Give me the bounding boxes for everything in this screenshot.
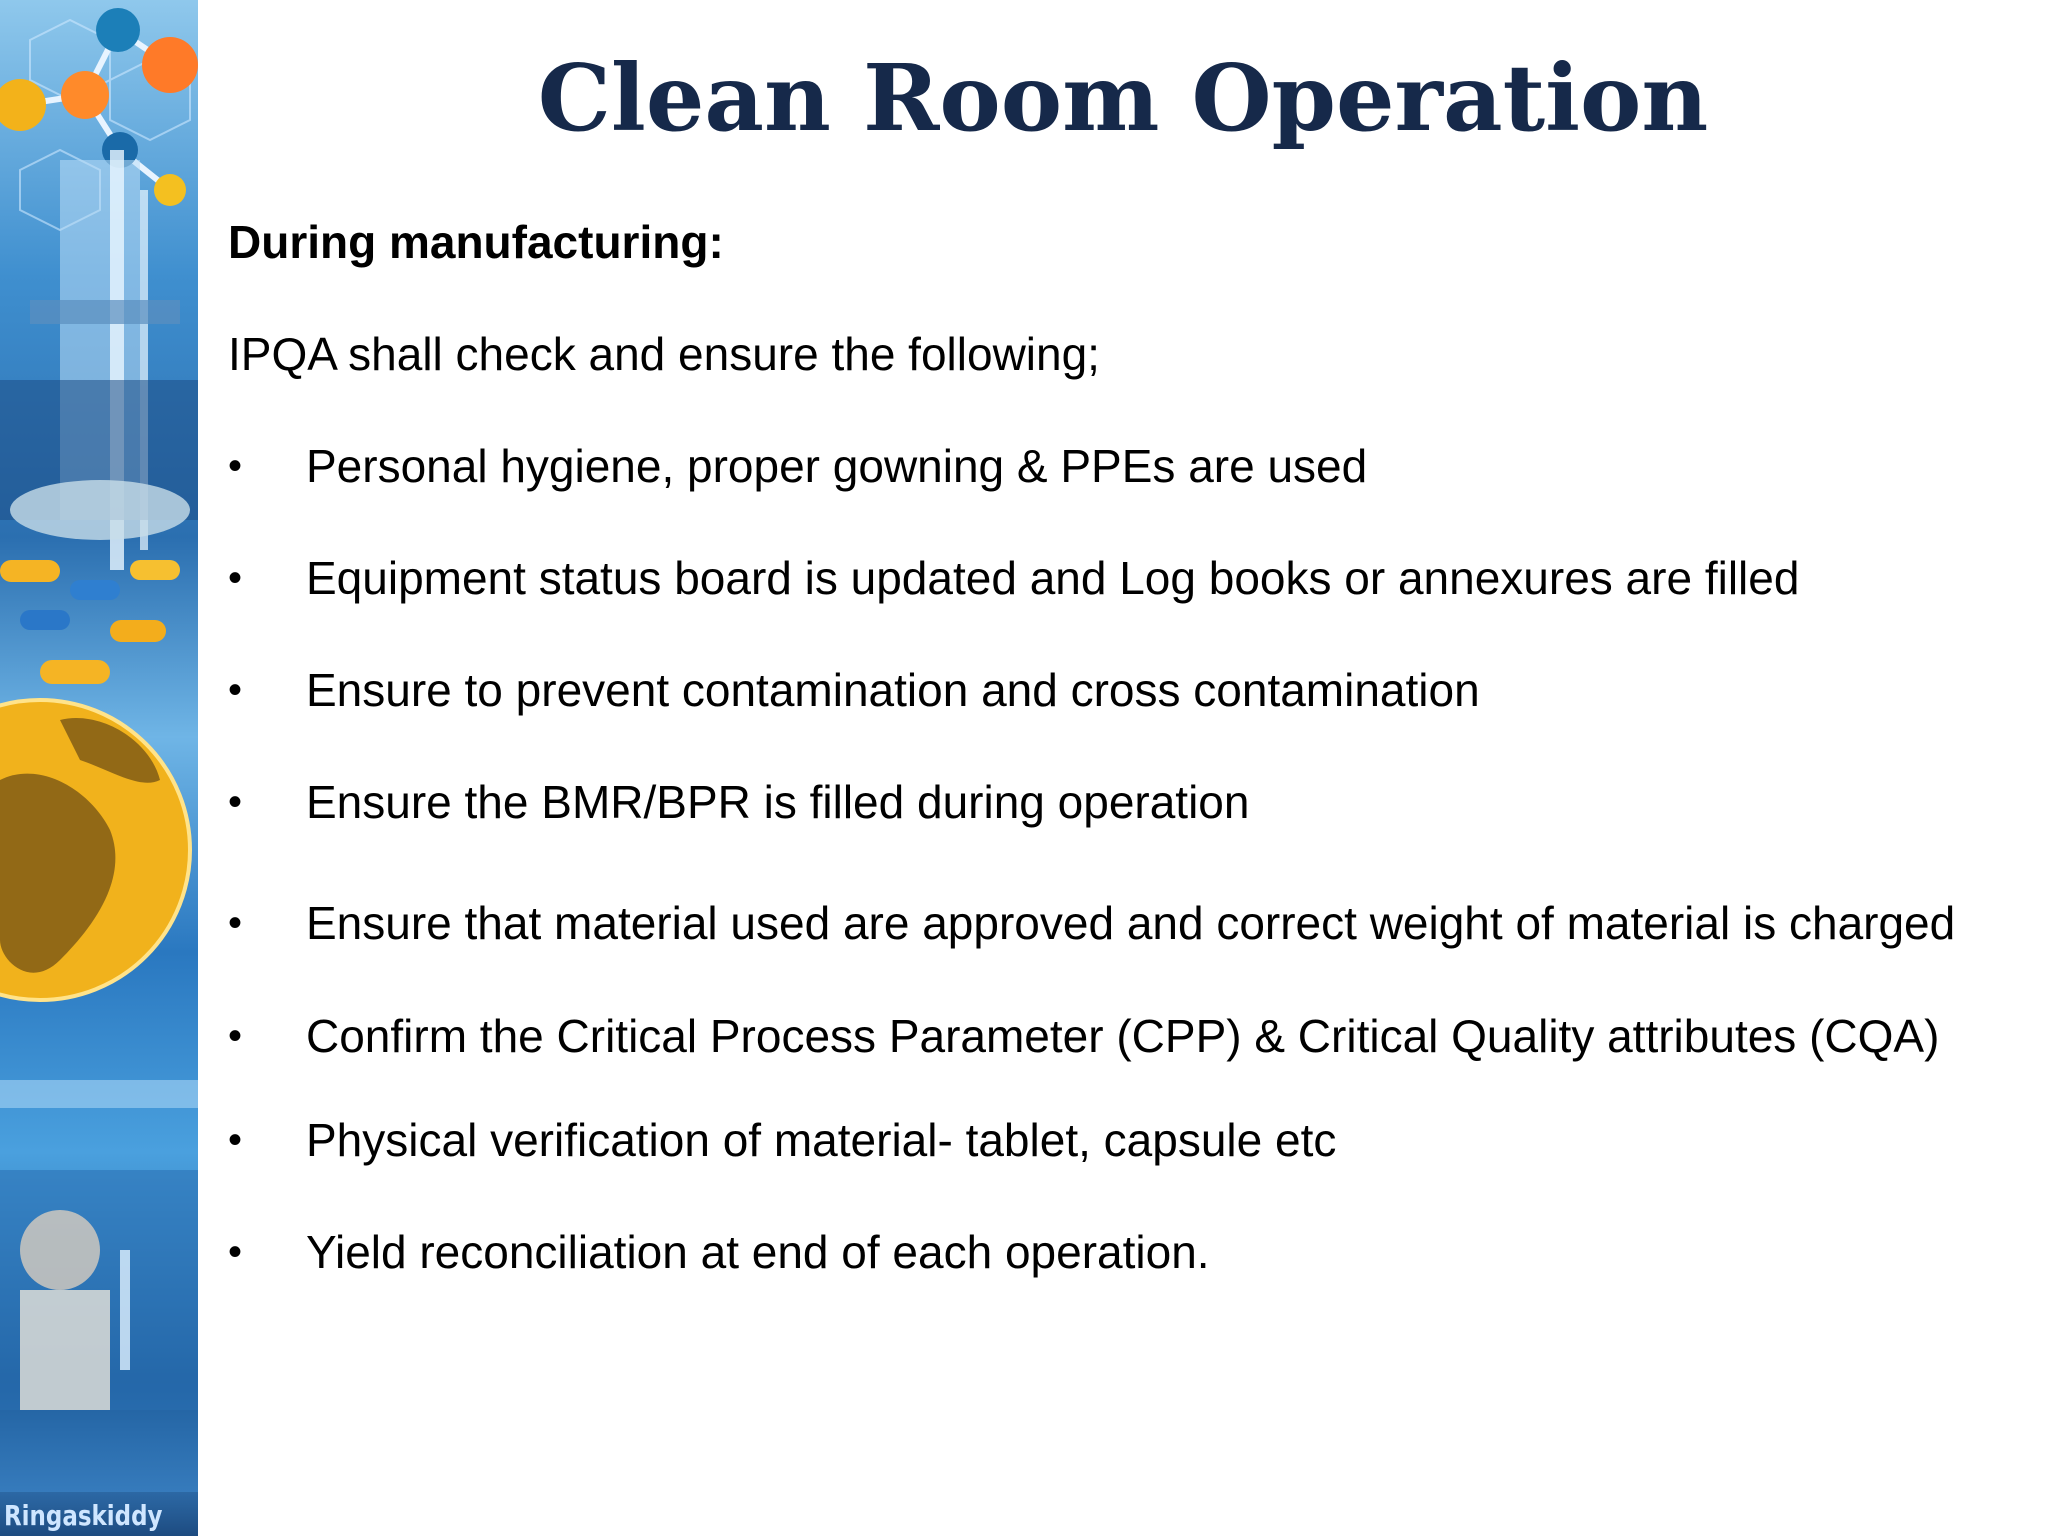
molecule-illustration-icon (0, 0, 198, 1536)
bullet-icon: • (228, 1118, 243, 1162)
list-item-text: Personal hygiene, proper gowning & PPEs are used (306, 440, 1368, 492)
bullet-icon: • (228, 1230, 243, 1274)
list-item (228, 436, 1988, 496)
list-item (228, 660, 1988, 720)
side-decoration (0, 0, 198, 1536)
list-item (228, 884, 1988, 963)
list-item (228, 1222, 1988, 1282)
section-subheading: During manufacturing: (228, 216, 724, 268)
bullet-list (228, 436, 1988, 1282)
bullet-icon: • (228, 780, 243, 824)
list-item-text: Ensure the BMR/BPR is filled during operation (306, 776, 1250, 828)
bullet-icon: • (228, 668, 243, 712)
list-item-text: Yield reconciliation at end of each operation. (306, 1226, 1210, 1278)
bullet-icon: • (228, 1014, 243, 1058)
intro-text: IPQA shall check and ensure the following; (228, 328, 1100, 380)
bullet-icon: • (228, 444, 243, 488)
brand-strip (0, 1492, 198, 1536)
bullet-icon: • (228, 901, 243, 945)
list-item-text: Confirm the Critical Process Parameter (CPP) & Critical Quality attributes (CQA) (306, 1010, 1940, 1062)
list-item (228, 1110, 1988, 1170)
list-item (228, 548, 1988, 608)
list-item-text: Equipment status board is updated and Log books or annexures are filled (306, 552, 1800, 604)
slide-title: Clean Room Operation (537, 44, 1709, 152)
list-item (228, 997, 1988, 1076)
brand-label: Ringaskiddy (4, 1499, 163, 1532)
list-item-text: Physical verification of material- tablet, capsule etc (306, 1114, 1337, 1166)
list-item-text: Ensure to prevent contamination and cross contamination (306, 664, 1480, 716)
bullet-icon: • (228, 556, 243, 600)
list-item-text: Ensure that material used are approved and correct weight of material is charged (306, 897, 1956, 949)
list-item (228, 772, 1988, 832)
slide-content (228, 212, 1988, 1334)
